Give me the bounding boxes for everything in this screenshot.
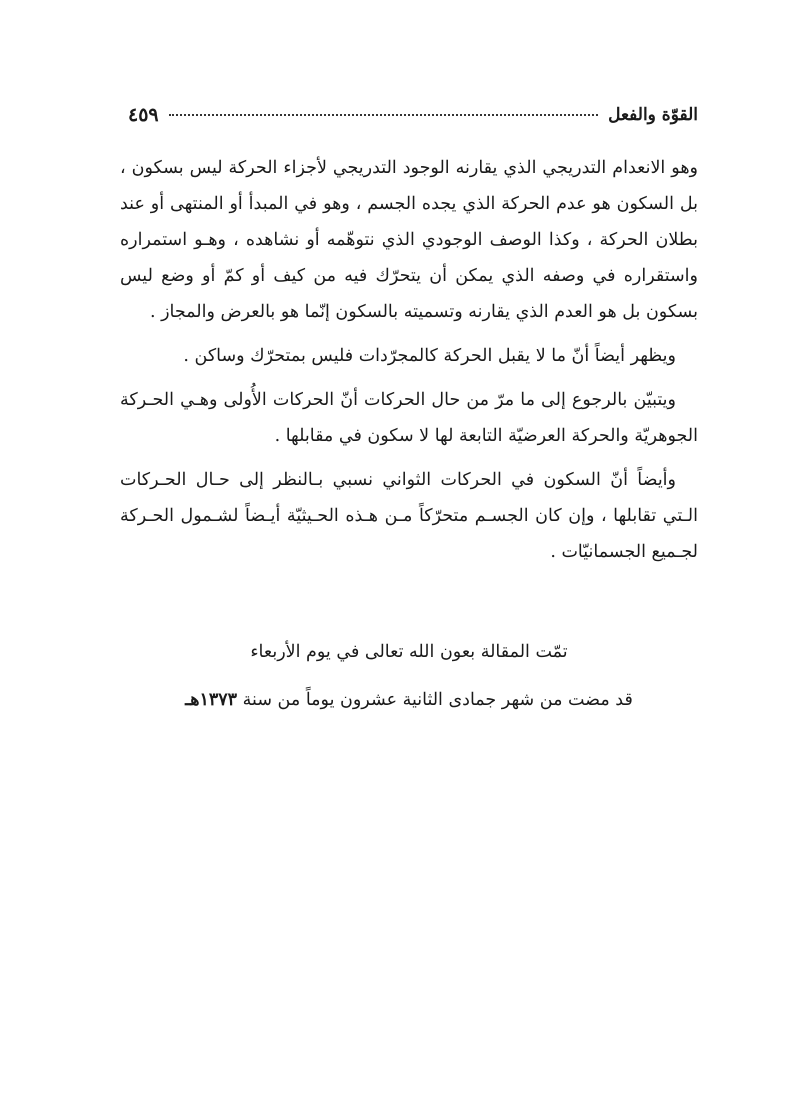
page-number: ٤٥٩: [128, 104, 159, 126]
paragraph: وهو الانعدام التدريجي الذي يقارنه الوجود التدريجي لأجزاء الحركة ليس بسكون ، بل السكون هو عدم الحركة الذي يجده الجسم ، وهو في المبدأ أو المنتهى أو عند بطلان الحركة ، وكذا الوصف الوجودي الذي نتوهّمه أو نشاهده ، وهـو استمراره واستقراره في وصفه الذي يمكن أن يتحرّك فيه من كيف أو كمّ أو وضع ليس بسكون بل هو العدم الذي يقارنه وتسميته بالسكون إنّما هو بالعرض والمجاز .: [120, 158, 698, 322]
paragraph: ويظهر أيضاً أنّ ما لا يقبل الحركة كالمجرّدات فليس بمتحرّك وساكن .: [183, 346, 676, 366]
paragraph: وأيضاً أنّ السكون في الحركات الثواني نسبي بـالنظر إلى حـال الحـركات الـتي تقابلها ، وإن كان الجسـم متحرّكاً مـن هـذه الحـيثيّة أيـضاً لشـمول الحـركة لجـميع الجسمانيّات .: [120, 470, 698, 562]
running-header: [128, 100, 698, 130]
colophon-year: ١٣٧٣هـ: [185, 690, 238, 710]
colophon: [120, 628, 698, 724]
colophon-date-text: قد مضت من شهر جمادى الثانية عشرون يوماً من سنة: [242, 690, 633, 710]
colophon-line-2: [120, 676, 698, 724]
colophon-line-1: تمّت المقالة بعون الله تعالى في يوم الأربعاء: [250, 642, 568, 662]
chapter-title: القوّة والفعل: [608, 105, 698, 125]
paragraph: ويتبيّن بالرجوع إلى ما مرّ من حال الحركات أنّ الحركات الأُولى وهـي الحـركة الجوهريّة والحركة العرضيّة التابعة لها لا سكون في مقابلها .: [120, 390, 698, 446]
leader-dots: [169, 114, 598, 116]
body-text: [120, 150, 698, 578]
